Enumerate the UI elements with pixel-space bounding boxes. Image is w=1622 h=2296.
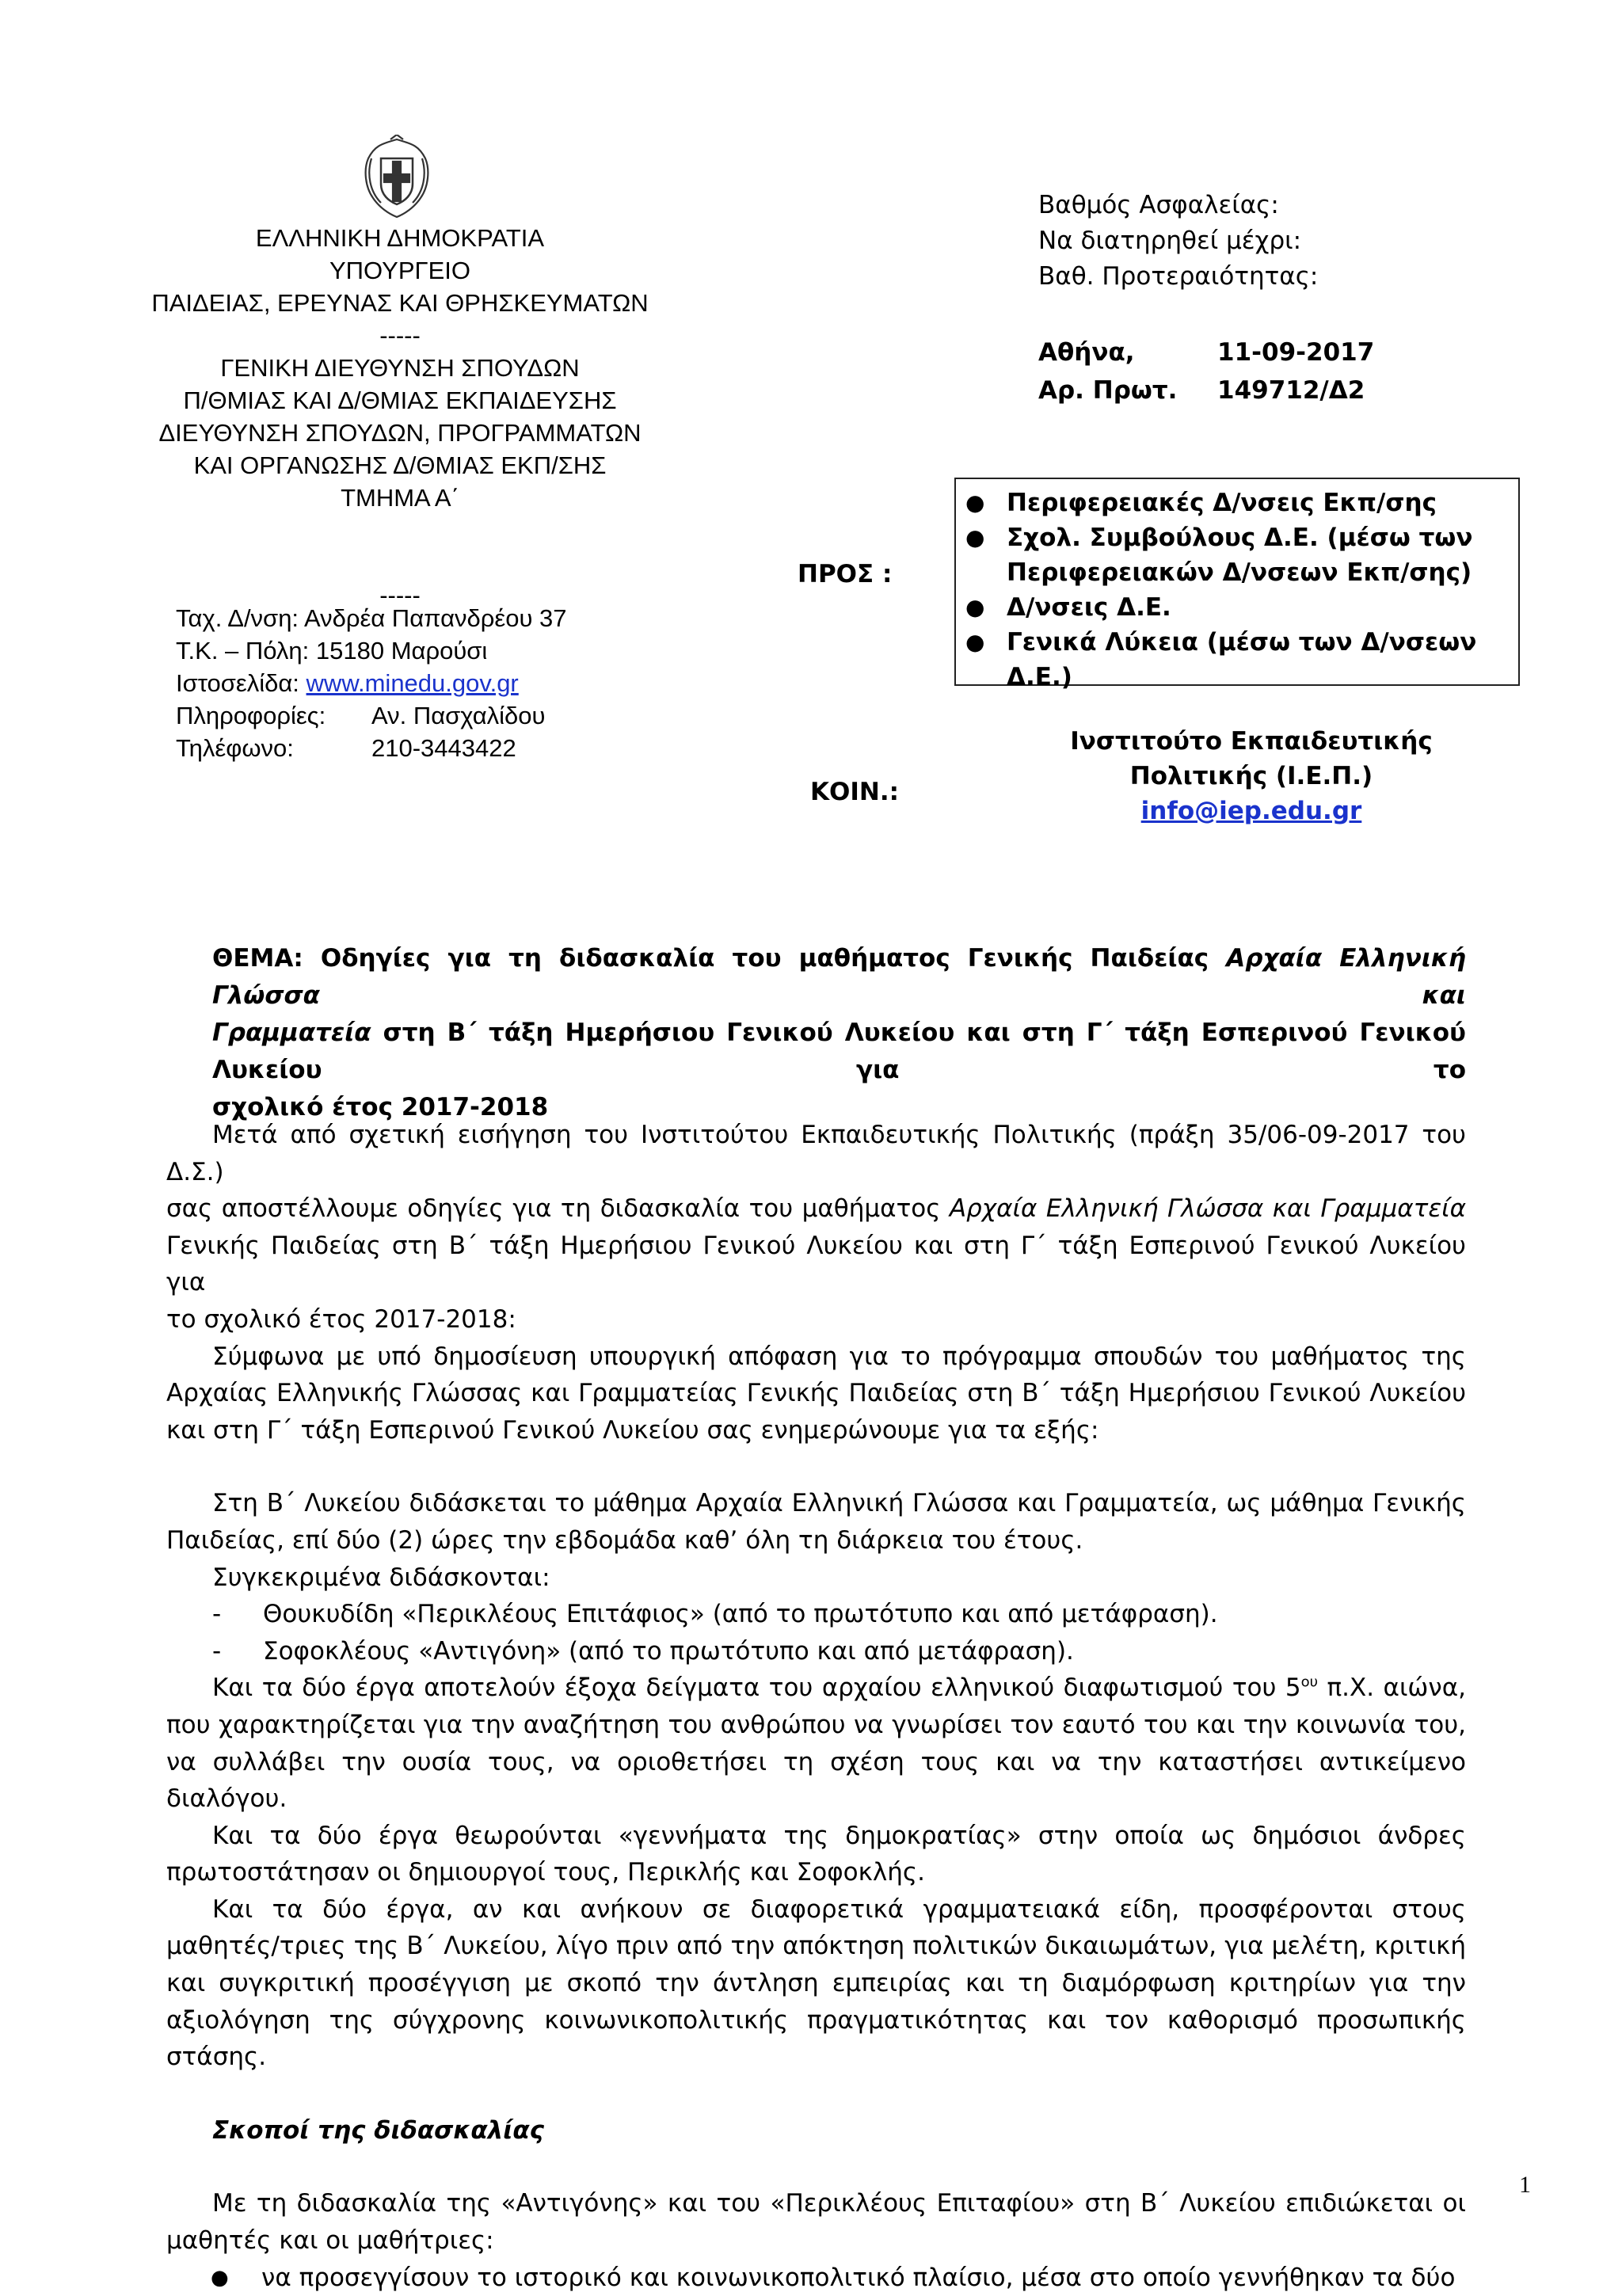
bullet-item: ● να προσεγγίσουν το ιστορικό και κοινωνικοπολιτικό πλαίσιο, μέσα στο οποίο γεννήθηκαν τα δύο	[166, 2260, 1466, 2296]
phone-row	[176, 732, 567, 764]
pros-label: ΠΡΟΣ :	[798, 560, 893, 588]
koin-line: Ινστιτούτο Εκπαιδευτικής	[1070, 727, 1433, 756]
info-row	[176, 699, 567, 732]
security-block	[1038, 188, 1318, 295]
security-level: Βαθμός Ασφαλείας:	[1038, 191, 1279, 219]
header-line: ΚΑΙ ΟΡΓΑΝΩΣΗΣ Δ/ΘΜΙΑΣ ΕΚΠ/ΣΗΣ	[193, 451, 607, 479]
body-line: Στη Β΄ Λυκείου διδάσκεται το μάθημα Αρχαία Ελληνική Γλώσσα και Γραμματεία, ως μάθημα Γενικής	[212, 1489, 1466, 1518]
body-line: το σχολικό έτος 2017-2018:	[166, 1304, 516, 1334]
body-line: Παιδείας, επί δύο (2) ώρες την εβδομάδα καθ’ όλη τη διάρκεια του έτους.	[166, 1525, 1083, 1555]
recipient-item-continued: Περιφερειακών Δ/νσεων Εκπ/σης)	[1007, 558, 1472, 587]
body-line: αξιολόγηση της σύγχρονης κοινωνικοπολιτικής πραγματικότητας και τον καθορισμό προσωπικής στάσης.	[166, 2005, 1466, 2072]
body-line: Και τα δύο έργα θεωρούνται «γεννήματα της δημοκρατίας» στην οποία ως δημόσιοι άνδρες	[212, 1821, 1466, 1850]
ministry-header	[103, 222, 697, 611]
body-line: Συγκεκριμένα διδάσκονται:	[212, 1563, 550, 1592]
city-label: Αθήνα,	[1038, 338, 1135, 367]
header-line: ΠΑΙΔΕΙΑΣ, ΕΡΕΥΝΑΣ ΚΑΙ ΘΡΗΣΚΕΥΜΑΤΩΝ	[151, 289, 649, 317]
postal-city: Τ.Κ. – Πόλη: 15180 Μαρούσι	[176, 637, 488, 664]
body-line: να συλλάβει την ουσία τους, να οριοθετήσει τη σχέση τους και να την καταστήσει αντικείμενο διαλόγου.	[166, 1747, 1466, 1814]
body-line: Σύμφωνα με υπό δημοσίευση υπουργική απόφαση για το πρόγραμμα σπουδών του μαθήματος της	[212, 1342, 1466, 1371]
body-line: Γενικής Παιδείας στη Β΄ τάξη Ημερήσιου Γενικού Λυκείου και στη Γ΄ τάξη Εσπερινού Γενικού Λυκείου για	[166, 1231, 1466, 1297]
recipients-box	[954, 478, 1520, 691]
body-line: Και τα δύο έργα, αν και ανήκουν σε διαφορετικά γραμματειακά είδη, προσφέρονται στους	[212, 1894, 1466, 1924]
bullet-icon: ●	[965, 489, 985, 516]
header-line: -----	[379, 581, 421, 609]
body-line: Με τη διδασκαλία της «Αντιγόνης» και του «Περικλέους Επιταφίου» στη Β΄ Λυκείου επιδιώκεται οι	[212, 2189, 1466, 2218]
body-line: και στη Γ΄ τάξη Εσπερινού Γενικού Λυκείου σας ενημερώνουμε για τα εξής:	[166, 1415, 1099, 1445]
protocol-row	[1038, 371, 1374, 409]
subject-block: ΘΕΜΑ: Οδηγίες για τη διδασκαλία του μαθήματος Γενικής Παιδείας Αρχαία Ελληνική Γλώσσα και Γραμματεία στη Β΄ τάξη Ημερήσιου Γενικού Λυκείου και στη Γ΄ τάξη Εσπερινού Γενικού Λυκείου για το σχολικό έτος 2017-2018	[212, 944, 1466, 1121]
koin-label: ΚΟΙΝ.:	[810, 778, 900, 806]
recipient-item: ● Σχολ. Συμβούλους Δ.Ε. (μέσω των	[964, 520, 1518, 555]
website-row	[176, 667, 567, 699]
info-value: Αν. Πασχαλίδου	[371, 702, 546, 729]
body-line: που χαρακτηρίζεται για την αναζήτηση του ανθρώπου να γνωρίσει τον εαυτό του και την κοινωνία του,	[166, 1710, 1466, 1739]
header-line: ΓΕΝΙΚΗ ΔΙΕΥΘΥΝΣΗ ΣΠΟΥΔΩΝ	[220, 354, 580, 382]
protocol-label: Αρ. Πρωτ.	[1038, 376, 1178, 405]
header-line: ΤΜΗΜΑ Α΄	[341, 484, 459, 512]
protocol-value: 149712/Δ2	[1217, 376, 1365, 405]
recipient-item: ● Περιφερειακές Δ/νσεις Εκπ/σης	[964, 485, 1518, 520]
body-line: μαθητές και οι μαθήτριες:	[166, 2226, 494, 2256]
body-line: Μετά από σχετική εισήγηση του Ινστιτούτου Εκπαιδευτικής Πολιτικής (πράξη 35/06-09-2017 του Δ.Σ.)	[166, 1121, 1466, 1186]
header-line: ΥΠΟΥΡΓΕΙΟ	[329, 257, 470, 284]
dash-item: - Σοφοκλέους «Αντιγόνη» (από το πρωτότυπο και από μετάφραση).	[212, 1636, 1074, 1666]
phone-value: 210-3443422	[371, 734, 516, 762]
dash-item: - Θουκυδίδη «Περικλέους Επιτάφιος» (από το πρωτότυπο και από μετάφραση).	[212, 1600, 1218, 1629]
info-label: Πληροφορίες:	[176, 702, 326, 729]
address: Ταχ. Δ/νση: Ανδρέα Παπανδρέου 37	[176, 604, 567, 632]
header-line: -----	[379, 322, 421, 349]
body-line: Αρχαίας Ελληνικής Γλώσσας και Γραμματείας Γενικής Παιδείας στη Β΄ τάξη Ημερήσιου Γενικού Λυκείου	[166, 1379, 1466, 1408]
website-link[interactable]: www.minedu.gov.gr	[306, 669, 519, 697]
body-line: και συγκριτική προσέγγιση με σκοπό την άντληση εμπειρίας και τη διαμόρφωση κριτηρίων για την	[166, 1969, 1466, 1998]
page-number: 1	[1519, 2172, 1531, 2198]
coat-of-arms-emblem	[357, 135, 436, 220]
bullet-icon: ●	[965, 594, 985, 620]
date-value: 11-09-2017	[1217, 338, 1375, 367]
bullet-icon: ●	[965, 629, 985, 655]
contact-block	[176, 602, 567, 764]
koin-email-link[interactable]: info@iep.edu.gr	[1140, 797, 1362, 825]
koin-recipient	[982, 724, 1521, 828]
letter-body	[166, 1117, 1466, 2296]
date-row	[1038, 333, 1374, 371]
priority: Βαθ. Προτεραιότητας:	[1038, 262, 1319, 291]
koin-line: Πολιτικής (Ι.Ε.Π.)	[1129, 762, 1373, 790]
body-line: μαθητές/τριες της Β΄ Λυκείου, λίγο πριν από την απόκτηση πολιτικών δικαιωμάτων, για μελέτη, κριτική	[166, 1932, 1466, 1961]
header-line: ΔΙΕΥΘΥΝΣΗ ΣΠΟΥΔΩΝ, ΠΡΟΓΡΑΜΜΑΤΩΝ	[158, 419, 642, 447]
recipient-item: ● Δ/νσεις Δ.Ε.	[964, 590, 1518, 625]
body-line: σας αποστέλλουμε οδηγίες για τη διδασκαλία του μαθήματος Αρχαία Ελληνική Γλώσσα και Γραμματεία	[166, 1194, 1466, 1224]
body-line: Και τα δύο έργα αποτελούν έξοχα δείγματα του αρχαίου ελληνικού διαφωτισμού του $5^{o\upsilon}$ π.Χ. αιώνα,	[212, 1673, 1466, 1703]
website-label: Ιστοσελίδα:	[176, 669, 307, 697]
recipient-item: ● Γενικά Λύκεια (μέσω των Δ/νσεων Δ.Ε.)	[964, 625, 1518, 695]
header-line: ΕΛΛΗΝΙΚΗ ΔΗΜΟΚΡΑΤΙΑ	[255, 224, 545, 252]
bullet-icon: ●	[211, 2265, 229, 2290]
section-heading: Σκοποί της διδασκαλίας	[212, 2115, 545, 2145]
body-line: πρωτοστάτησαν οι δημιουργοί τους, Περικλής και Σοφοκλής.	[166, 1858, 925, 1887]
phone-label: Τηλέφωνο:	[176, 734, 294, 762]
bullet-icon: ●	[965, 524, 985, 550]
header-line: Π/ΘΜΙΑΣ ΚΑΙ Δ/ΘΜΙΑΣ ΕΚΠΑΙΔΕΥΣΗΣ	[183, 386, 617, 414]
date-protocol-block	[1038, 333, 1374, 409]
keep-until: Να διατηρηθεί μέχρι:	[1038, 227, 1302, 255]
